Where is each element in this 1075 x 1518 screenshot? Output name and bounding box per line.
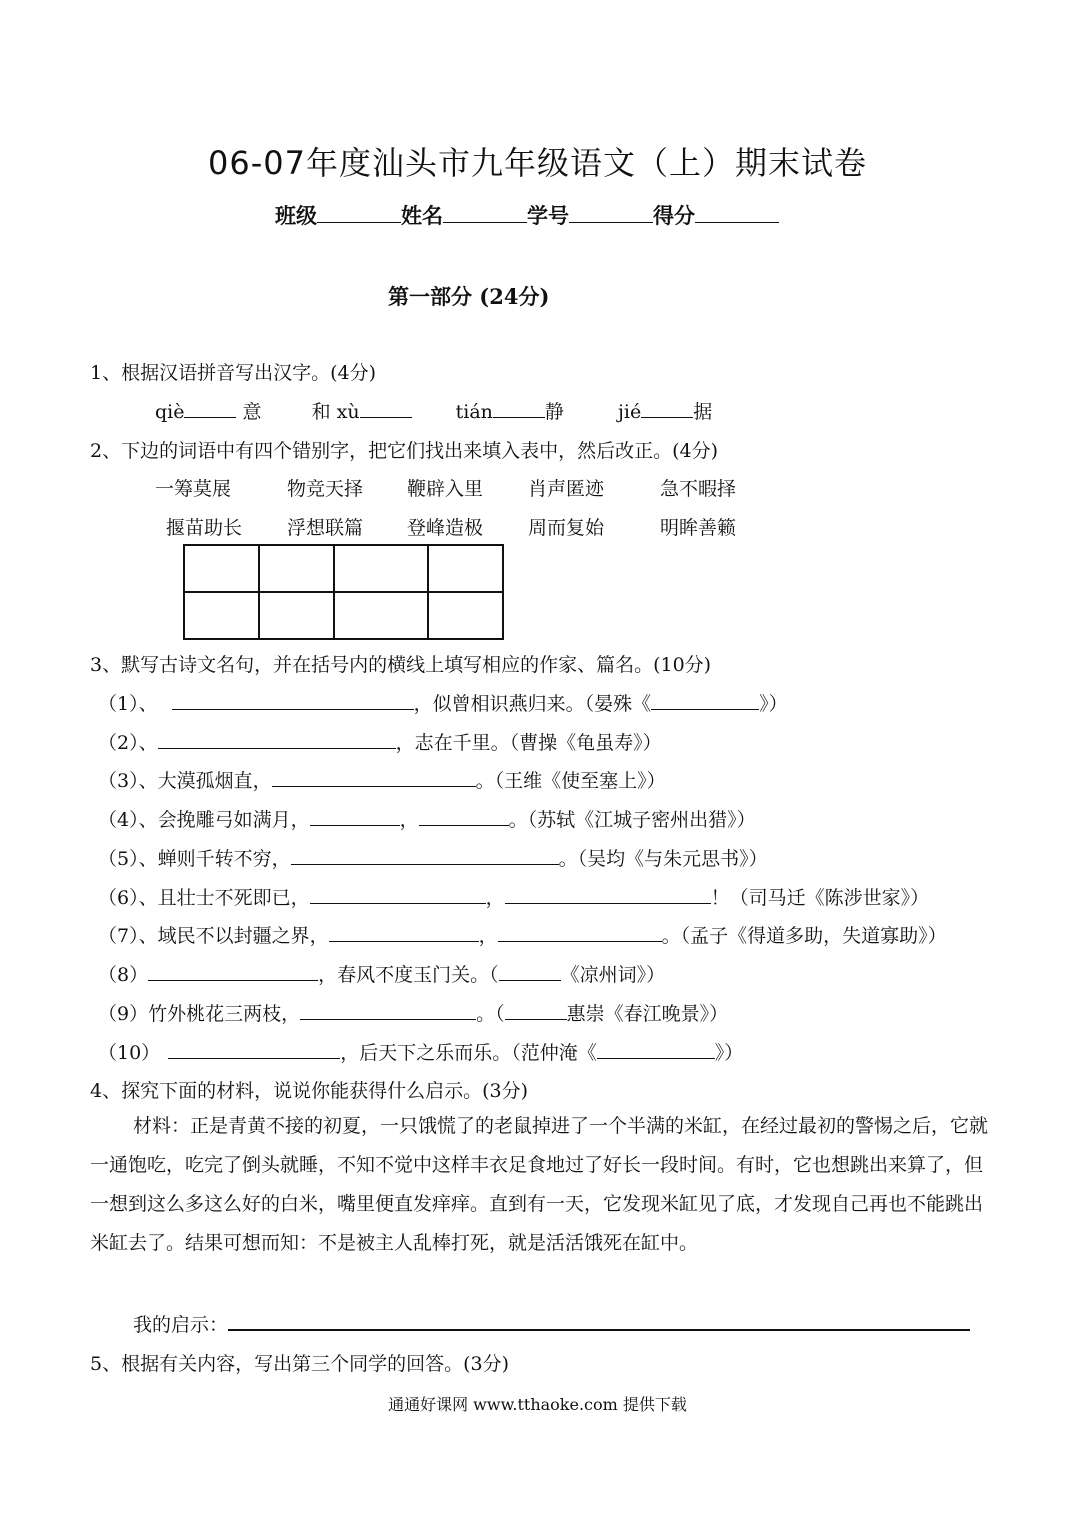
q3-blank[interactable] [505, 885, 711, 904]
q2-word-1-1: 一筹莫展 [155, 478, 232, 500]
q3-line-10: （10） ，后天下之乐而乐。（范仲淹《 》） [98, 1042, 744, 1064]
q1-pinyin-3: tián [455, 401, 493, 423]
q5-prompt: 5、根据有关内容，写出第三个同学的回答。(3分) [90, 1353, 510, 1375]
q3-line-8: （8） ，春风不度玉门关。（ 《凉州词》） [98, 964, 666, 986]
name-blank[interactable] [443, 202, 527, 223]
q2-word-1-5: 急不暇择 [660, 478, 737, 500]
q3-blank[interactable] [419, 807, 509, 826]
q3-prompt: 3、默写古诗文名句，并在括号内的横线上填写相应的作家、篇名。(10分) [90, 654, 712, 676]
q2-word-2-4: 周而复始 [528, 517, 605, 539]
q3-blank[interactable] [597, 1040, 715, 1059]
q3-blank[interactable] [148, 962, 318, 981]
id-label: 学号 [527, 203, 569, 228]
q3-blank[interactable] [272, 768, 476, 787]
q3-blank[interactable] [310, 885, 486, 904]
q2-word-2-1: 揠苗助长 [166, 517, 243, 539]
q1-pinyin-2: 和 xù [311, 401, 360, 423]
answer-cell[interactable] [184, 545, 259, 592]
q4-insight-line [133, 1310, 970, 1337]
q1-char-4: 据 [693, 401, 713, 423]
q2-word-2-5: 明眸善籁 [660, 517, 737, 539]
q1-blank-3[interactable] [493, 399, 545, 418]
id-blank[interactable] [569, 202, 653, 223]
q3-line-1: （1）、 ，似曾相识燕归来。（晏殊《 》） [98, 693, 788, 715]
answer-cell[interactable] [259, 545, 334, 592]
q3-line-2: （2）、 ，志在千里。（曹操《龟虽寿》） [98, 732, 662, 754]
q1-pinyin-4: jié [617, 401, 642, 423]
score-blank[interactable] [695, 202, 779, 223]
name-label: 姓名 [401, 203, 443, 228]
q3-blank[interactable] [310, 807, 400, 826]
q2-word-1-2: 物竞天择 [287, 478, 364, 500]
q3-blank[interactable] [168, 1040, 340, 1059]
q1-char-3: 静 [544, 401, 564, 423]
class-blank[interactable] [317, 202, 401, 223]
q2-word-1-4: 肖声匿迹 [528, 478, 605, 500]
q2-prompt: 2、下边的词语中有四个错别字，把它们找出来填入表中，然后改正。(4分) [90, 440, 719, 462]
q3-line-7: （7）、域民不以封疆之界， ， 。（孟子《得道多助，失道寡助》） [98, 925, 947, 947]
q1-pinyin-row [155, 397, 712, 424]
q2-answer-table [183, 544, 504, 640]
q4-insight-label: 我的启示： [133, 1314, 229, 1336]
footer-text: 通通好课网 www.tthaoke.com 提供下载 [388, 1395, 687, 1414]
q4-material: 材料：正是青黄不接的初夏，一只饿慌了的老鼠掉进了一个半满的米缸，在经过最初的警惕之后，它就一通饱吃，吃完了倒头就睡，不知不觉中这样丰衣足食地过了好长一段时间。有时，它也想跳出来算了，但一想到这么多这么好的白米，嘴里便直发痒痒。直到有一天，它发现米缸见了底，才发现自己再也不能跳出米缸去了。结果可想而知：不是被主人乱棒打死，就是活活饿死在缸中。 [90, 1115, 989, 1254]
answer-cell[interactable] [334, 592, 428, 639]
q3-line-4: （4）、会挽雕弓如满月， ， 。（苏轼《江城子密州出猎》） [98, 809, 756, 831]
q3-line-6: （6）、且壮士不死即已， ， ！（司马迁《陈涉世家》） [98, 887, 930, 909]
q3-blank[interactable] [651, 691, 759, 710]
q3-blank[interactable] [505, 1001, 567, 1020]
answer-cell[interactable] [428, 592, 503, 639]
q4-insight-blank[interactable] [228, 1311, 970, 1331]
q3-blank[interactable] [498, 923, 662, 942]
part-heading: 第一部分 (24分) [388, 284, 550, 309]
page-title: 06-07年度汕头市九年级语文（上）期末试卷 [208, 144, 867, 182]
q3-blank[interactable] [300, 1001, 476, 1020]
q2-word-2-2: 浮想联篇 [287, 517, 364, 539]
q3-blank[interactable] [172, 691, 414, 710]
q1-blank-2[interactable] [360, 399, 412, 418]
q1-prompt: 1、根据汉语拼音写出汉字。(4分) [90, 362, 377, 384]
q3-blank[interactable] [291, 846, 559, 865]
q3-blank[interactable] [499, 962, 561, 981]
answer-cell[interactable] [334, 545, 428, 592]
q2-word-1-3: 鞭辟入里 [407, 478, 484, 500]
q1-char-1: 意 [242, 401, 262, 423]
answer-cell[interactable] [428, 545, 503, 592]
q2-word-2-3: 登峰造极 [407, 517, 484, 539]
answer-cell[interactable] [184, 592, 259, 639]
q3-line-3: （3）、大漠孤烟直， 。（王维《使至塞上》） [98, 770, 666, 792]
student-info-line [275, 200, 779, 230]
q1-blank-1[interactable] [184, 399, 236, 418]
q4-prompt: 4、探究下面的材料，说说你能获得什么启示。(3分) [90, 1080, 529, 1102]
q3-line-5: （5）、蝉则千转不穷， 。（吴均《与朱元思书》） [98, 848, 768, 870]
q3-blank[interactable] [329, 923, 479, 942]
answer-cell[interactable] [259, 592, 334, 639]
q3-line-9: （9）竹外桃花三两枝， 。（ 惠崇《春江晚景》） [98, 1003, 729, 1025]
class-label: 班级 [275, 203, 317, 228]
q1-blank-4[interactable] [641, 399, 693, 418]
q1-pinyin-1: qiè [155, 401, 185, 423]
score-label: 得分 [653, 203, 695, 228]
q3-blank[interactable] [158, 730, 396, 749]
